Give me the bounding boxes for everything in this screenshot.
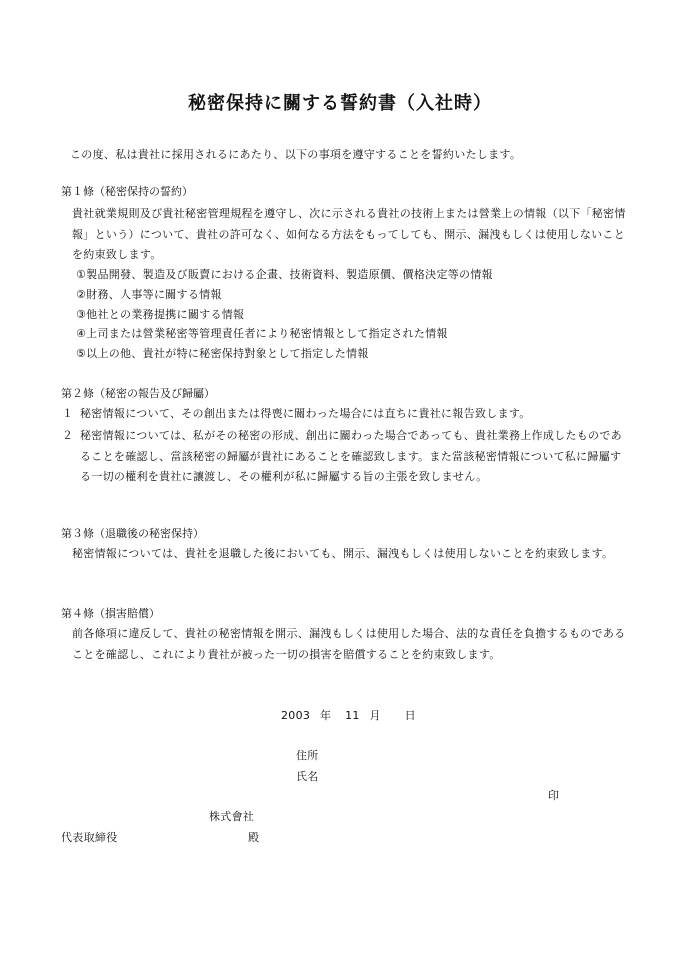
article1-body: 貴社就業規則及び貴社秘密管理規程を遵守し、次に示される貴社の技術上または營業上の情報（以下「秘密情報」という）について、貴社の許可なく、如何なる方法をもってしても、開示、漏洩もしくは使用しないことを約束致します。 [72,207,626,261]
article4-heading: 第４條（損害賠償） [61,607,160,620]
date-month-label: 月 [369,709,381,722]
article2-item1-number: １ [62,407,74,420]
name-label: 氏名 [296,770,319,783]
date-year-label: 年 [320,709,332,722]
document-title: 秘密保持に關する誓約書（入社時） [188,93,492,114]
representative-label: 代表取締役 [61,831,118,844]
article1-item-4: ④上司または營業秘密等管理責任者により秘密情報として指定された情報 [76,327,448,340]
article3-body: 秘密情報については、貴社を退職した後においても、開示、漏洩もしくは使用しないことを約束致します。 [72,547,614,560]
article2-item2-text: 秘密情報については、私がその秘密の形成、創出に關わった場合であっても、貴社業務上作成したものであることを確認し、當該秘密の歸屬が貴社にあることを確認致します。また當該秘密情報について私に歸屬する一切の權利を貴社に讓渡し、その權利が私に歸屬する旨の主張を致しません。 [80,429,622,483]
article2-heading: 第２條（秘密の報告及び歸屬） [61,387,215,400]
article3-heading: 第３條（退職後の秘密保持） [61,527,204,540]
article1-heading: 第１條（秘密保持の誓約） [61,185,193,198]
address-label: 住所 [296,749,319,762]
article1-item-5: ⑤以上の他、貴社が特に秘密保持對象として指定した情報 [76,347,369,360]
article1-item-2: ②財務、人事等に關する情報 [76,288,222,301]
article1-item-1: ①製品開發、製造及び販賣における企畫、技術資料、製造原價、價格決定等の情報 [76,268,493,281]
article2-item1-text: 秘密情報について、その創出または得喪に關わった場合には直ちに貴社に報告致します。 [80,407,531,420]
date-month: 11 [345,709,360,722]
article2-item2-number: ２ [62,429,74,442]
date-line [281,706,416,726]
company-label: 株式會社 [209,810,255,823]
article1-item-3: ③他社との業務提携に關する情報 [76,308,245,321]
seal-label: 印 [548,789,560,802]
honorific-label: 殿 [248,831,260,844]
date-year: 2003 [281,709,311,722]
date-day-label: 日 [404,709,416,722]
intro-text: この度、私は貴社に採用されるにあたり、以下の事項を遵守することを誓約いたします。 [70,148,522,161]
article4-body: 前各條項に違反して、貴社の秘密情報を開示、漏洩もしくは使用した場合、法的な責任を負擔するものであることを確認し、これにより貴社が被った一切の損害を賠償することを約束致します。 [72,627,626,661]
